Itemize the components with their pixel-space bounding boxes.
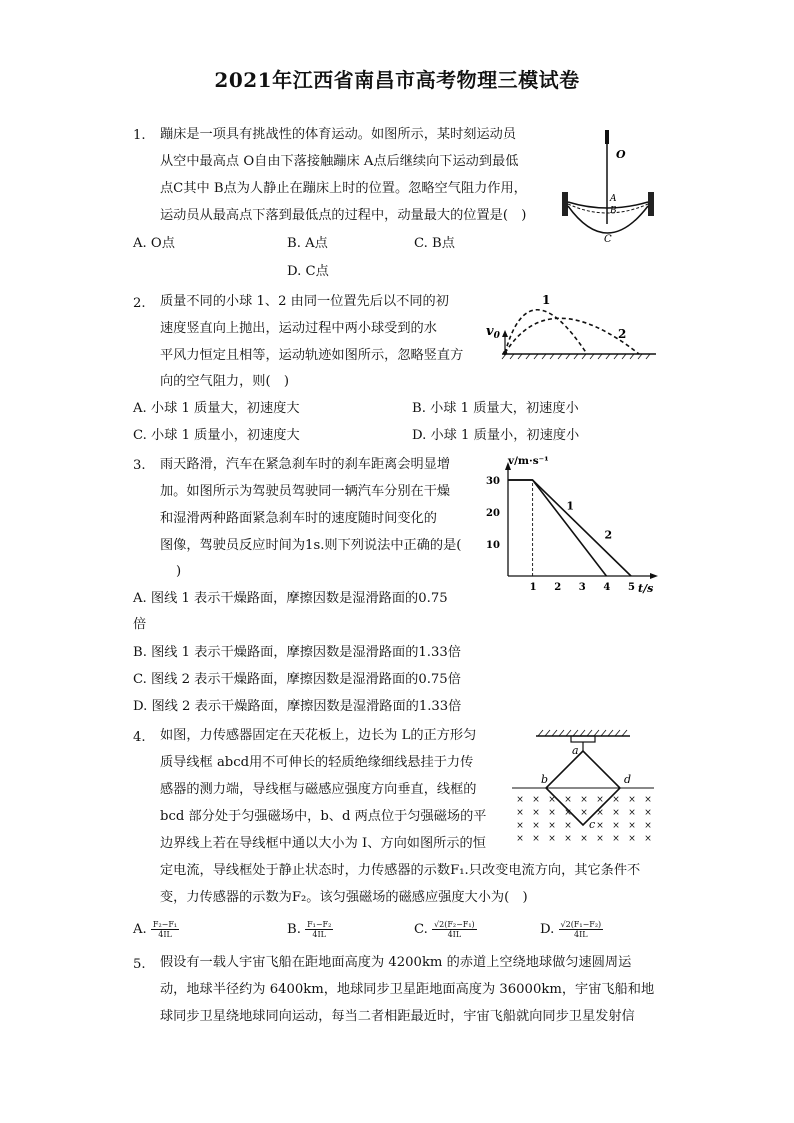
question-1-line: 运动员从最高点下落到最低点的过程中，动量最大的位置是( ) (160, 208, 527, 223)
question-4-line: 感器的测力端，导线框与磁感应强度方向垂直，线框的 (160, 782, 477, 797)
question-2-line: 质量不同的小球 1、2 由同一位置先后以不同的初 (160, 294, 449, 309)
arrow-head (502, 330, 508, 337)
question-4-option-b[interactable]: B. $\frac{\text{F₁−F₂}}{4IL}$ (287, 920, 332, 939)
svg-text:×: × (628, 795, 636, 805)
label-b: B (610, 206, 617, 216)
x-tick-label: 2 (554, 582, 562, 593)
magnetic-frame-figure (508, 722, 660, 848)
svg-text:×: × (644, 795, 652, 805)
question-4-option-a[interactable]: A. $\frac{\text{F₂−F₁}}{4IL}$ (133, 920, 178, 939)
label-c: C (604, 234, 612, 245)
svg-text:×: × (516, 808, 524, 818)
label-a: A (610, 194, 617, 204)
svg-text:×: × (532, 821, 540, 831)
question-3-line: 雨天路滑，汽车在紧急刹车时的刹车距离会明显增 (160, 457, 451, 472)
x-tick-label: 3 (578, 582, 586, 593)
question-1-line: 从空中最高点 O自由下落接触蹦床 A点后继续向下运动到最低 (160, 154, 519, 169)
question-4-line: 定电流，导线框处于静止状态时，力传感器的示数F₁.只改变电流方向，其它条件不 (160, 863, 641, 878)
question-4-line: bcd 部分处于匀强磁场中，b、d 两点位于匀强磁场的平 (160, 809, 487, 824)
ball-1-label: 1 (542, 293, 551, 307)
question-2-option-d[interactable]: D. 小球 1 质量小，初速度小 (412, 428, 580, 443)
svg-text:×: × (644, 834, 652, 844)
label-a: a (572, 744, 579, 757)
svg-text:×: × (612, 834, 620, 844)
question-4-option-c[interactable]: C. $\frac{\text{√2(F₂−F₁)}}{4IL}$ (414, 920, 475, 939)
question-1-option-b[interactable]: B. A点 (287, 236, 328, 251)
svg-text:×: × (532, 808, 540, 818)
svg-text:×: × (596, 808, 604, 818)
svg-text:×: × (564, 821, 572, 831)
force-sensor (571, 736, 595, 742)
magnetic-field-crosses (516, 795, 652, 844)
svg-text:×: × (548, 808, 556, 818)
question-1-number: 1. (133, 128, 146, 143)
x-tick-label: 4 (603, 582, 611, 593)
series-label-1: 1 (566, 499, 575, 513)
svg-text:×: × (612, 821, 620, 831)
question-5-number: 5. (133, 957, 146, 972)
trampoline-bed-rest (568, 202, 648, 208)
question-1-option-c[interactable]: C. B点 (414, 236, 455, 251)
question-2-option-c[interactable]: C. 小球 1 质量小，初速度大 (133, 428, 300, 443)
svg-text:×: × (532, 834, 540, 844)
x-axis-label: t/s (638, 582, 654, 595)
y-tick-label: 20 (486, 508, 500, 519)
question-1-option-d[interactable]: D. C点 (287, 264, 329, 279)
question-4-line: 边界线上若在导线框中通以大小为 I、方向如图所示的恒 (160, 836, 486, 851)
series-label-2: 2 (604, 528, 613, 542)
velocity-time-chart (478, 452, 668, 600)
x-tick-label: 5 (628, 582, 635, 593)
question-3-option-d[interactable]: D. 图线 2 表示干燥路面，摩擦因数是湿滑路面的1.33倍 (133, 699, 462, 714)
question-4-option-d[interactable]: D. $\frac{\text{√2(F₁−F₂)}}{4IL}$ (540, 920, 602, 939)
svg-text:×: × (548, 834, 556, 844)
page-title: 2021年江西省南昌市高考物理三模试卷 (214, 68, 580, 92)
svg-text:×: × (516, 821, 524, 831)
question-4-line: 变，力传感器的示数为F₂。该匀强磁场的磁感应强度大小为( ) (160, 890, 528, 905)
question-3-line: 和湿滑两种路面紧急刹车时的速度随时间变化的 (160, 511, 437, 526)
svg-text:×: × (612, 808, 620, 818)
svg-text:×: × (628, 821, 636, 831)
svg-text:×: × (596, 834, 604, 844)
ceiling-hatching (538, 730, 627, 736)
v0-label: $v_0$ (486, 324, 500, 341)
svg-text:×: × (596, 795, 604, 805)
question-4-line: 如图，力传感器固定在天花板上，边长为 L的正方形匀 (160, 728, 477, 743)
y-axis-label: v/m·s⁻¹ (508, 455, 549, 467)
label-b: b (541, 773, 549, 786)
question-1-option-a[interactable]: A. O点 (133, 236, 175, 251)
question-3-number: 3. (133, 458, 146, 473)
svg-text:×: × (596, 821, 604, 831)
svg-text:×: × (580, 808, 588, 818)
svg-text:×: × (516, 834, 524, 844)
question-3-option-a-cont: 倍 (133, 617, 147, 632)
x-axis-arrow (650, 573, 658, 579)
question-2-option-b[interactable]: B. 小球 1 质量大，初速度小 (412, 401, 579, 416)
svg-text:×: × (628, 834, 636, 844)
label-c: c (589, 818, 596, 831)
y-tick-label: 10 (486, 540, 500, 551)
question-1-line: 蹦床是一项具有挑战性的体育运动。如图所示，某时刻运动员 (160, 127, 517, 142)
question-3-option-c[interactable]: C. 图线 2 表示干燥路面，摩擦因数是湿滑路面的0.75倍 (133, 672, 461, 687)
ball-2-label: 2 (618, 327, 627, 341)
question-3-option-a[interactable]: A. 图线 1 表示干燥路面，摩擦因数是湿滑路面的0.75 (133, 591, 448, 606)
svg-text:×: × (628, 808, 636, 818)
svg-text:×: × (532, 795, 540, 805)
label-d: d (624, 773, 632, 786)
series-line-1 (508, 480, 606, 576)
question-5-line: 球同步卫星绕地球同向运动，每当二者相距最近时，宇宙飞船就向同步卫星发射信 (160, 1009, 635, 1024)
label-o: O (616, 148, 626, 161)
svg-text:×: × (516, 795, 524, 805)
svg-text:×: × (644, 821, 652, 831)
svg-text:×: × (564, 808, 572, 818)
svg-text:×: × (580, 795, 588, 805)
svg-text:×: × (548, 795, 556, 805)
question-2-option-a[interactable]: A. 小球 1 质量大，初速度大 (133, 401, 300, 416)
trampoline-left-post (562, 192, 568, 216)
question-1-line: 点C其中 B点为人静止在蹦床上时的位置。忽略空气阻力作用， (160, 181, 527, 196)
trampoline-figure (560, 122, 662, 247)
y-tick-label: 30 (486, 476, 500, 487)
svg-text:×: × (548, 821, 556, 831)
trajectory-figure (484, 288, 659, 364)
question-2-line: 速度竖直向上抛出，运动过程中两小球受到的水 (160, 321, 437, 336)
question-4-number: 4. (133, 730, 146, 745)
question-3-line: ) (176, 564, 182, 579)
trampoline-bed-lowest (568, 206, 648, 233)
question-2-line: 向的空气阻力，则( ) (160, 374, 289, 389)
svg-text:×: × (580, 834, 588, 844)
trampoline-right-post (648, 192, 654, 216)
x-tick-label: 1 (529, 582, 537, 593)
question-3-option-b[interactable]: B. 图线 1 表示干燥路面，摩擦因数是湿滑路面的1.33倍 (133, 645, 461, 660)
svg-text:×: × (564, 834, 572, 844)
svg-text:×: × (564, 795, 572, 805)
question-5-line: 假设有一载人宇宙飞船在距地面高度为 4200km 的赤道上空绕地球做匀速圆周运 (160, 955, 632, 970)
question-3-line: 图像，驾驶员反应时间为1s.则下列说法中正确的是( (160, 538, 462, 553)
question-2-number: 2. (133, 296, 146, 311)
question-3-line: 加。如图所示为驾驶员驾驶同一辆汽车分别在干燥 (160, 484, 451, 499)
question-4-line: 质导线框 abcd用不可伸长的轻质绝缘细线悬挂于力传 (160, 755, 474, 770)
svg-text:×: × (612, 795, 620, 805)
trajectory-ball-1 (505, 310, 587, 354)
question-2-line: 平风力恒定且相等，运动轨迹如图所示，忽略竖直方 (160, 348, 464, 363)
question-5-line: 动，地球半径约为 6400km，地球同步卫星距地面高度为 36000km，宇宙飞船和地 (160, 982, 655, 997)
svg-text:×: × (644, 808, 652, 818)
